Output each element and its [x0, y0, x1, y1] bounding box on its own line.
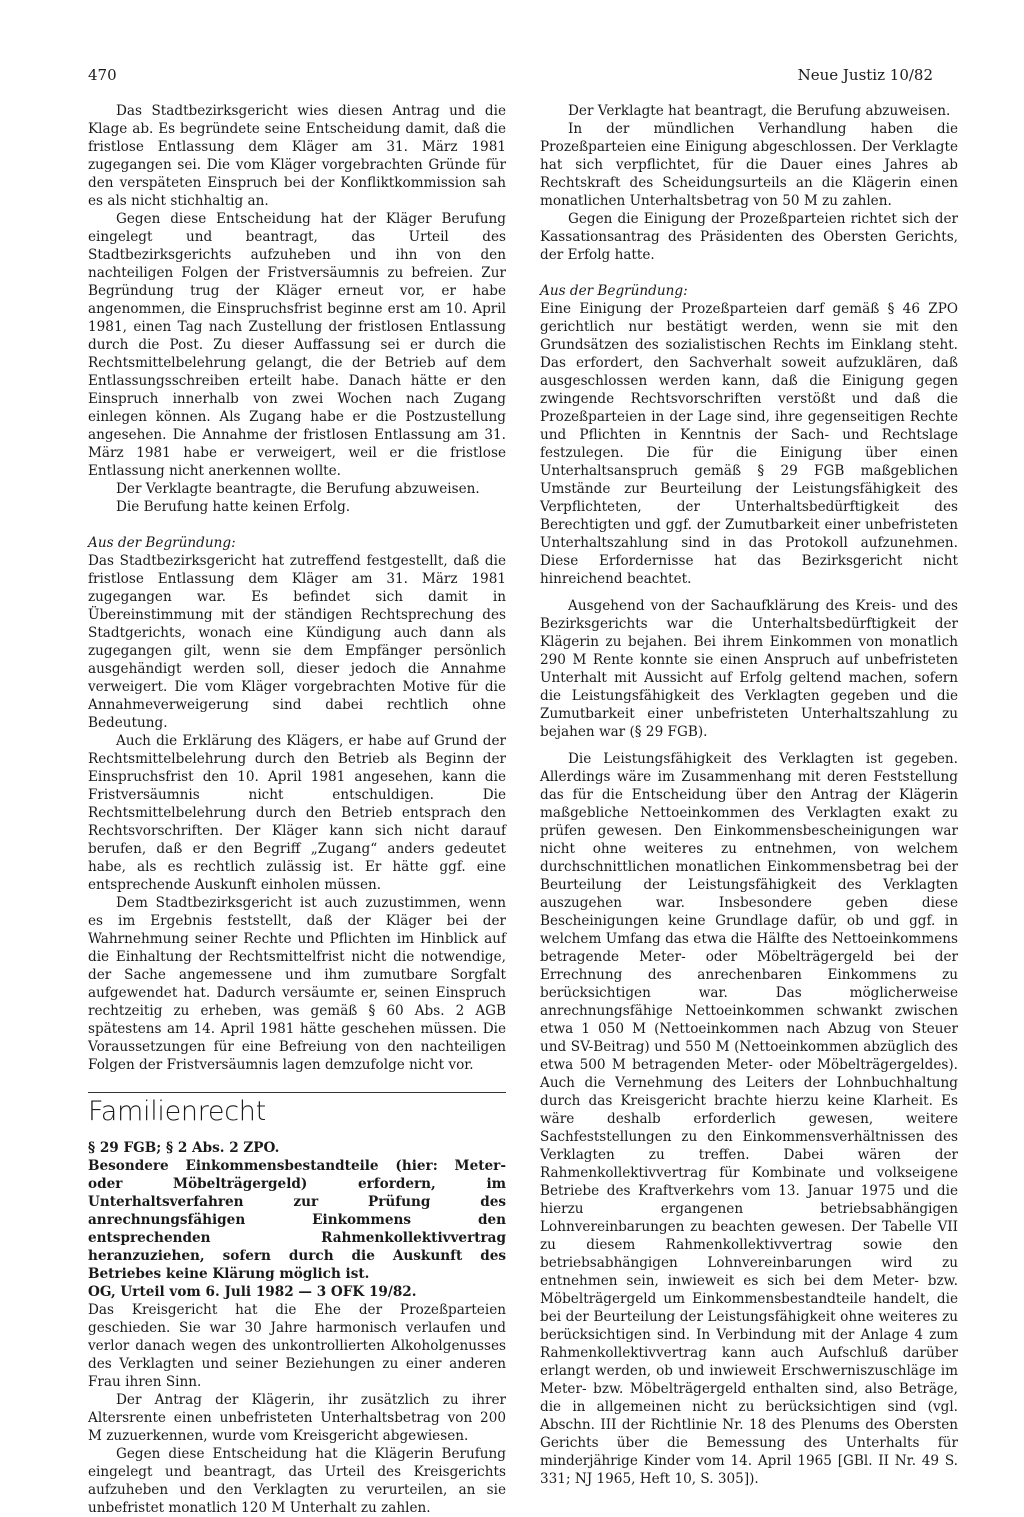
paragraph: In der mündlichen Verhandlung haben die Prozeßparteien eine Einigung abgeschlossen. Der Verklagte hat sich verpflichtet, für die Dauer eines Jahres ab Rechtskraft des Scheidungsurteils an die Klägerin einen monatlichen Unterhaltsbetrag von 50 M zu zahlen.	[540, 121, 958, 209]
paragraph: Dem Stadtbezirksgericht ist auch zuzustimmen, wenn es im Ergebnis feststellt, daß der Kläger bei der Wahrnehmung seiner Rechte und Pflichten im Hinblick auf die Einhaltung der Rechtsmittelfrist nicht die notwendige, der Sache angemessene und ihm zumutbare Sorgfalt aufgewendet hat. Dadurch versäumte er, seinen Einspruch rechtzeitig zu erheben, was gemäß § 60 Abs. 2 AGB spätestens am 14. April 1981 hätte geschehen müssen. Die Voraussetzungen für eine Befreiung von den nachteiligen Folgen der Fristversäumnis lagen demzufolge nicht vor.	[88, 895, 506, 1073]
paragraph: Gegen diese Entscheidung hat der Kläger Berufung eingelegt und beantragt, das Urteil des Stadtbezirksgerichts aufzuheben und ihn von den nachteiligen Folgen der Fristversäumnis zu befreien. Zur Begründung trug der Kläger erneut vor, er habe angenommen, die Einspruchsfrist beginne erst am 10. April 1981, einen Tag nach Zustellung der fristlosen Entlassung durch die Post. Zu dieser Auffassung sei er durch die Rechtsmittelbelehrung gelangt, die der Betrieb auf dem Entlassungsschreiben erteilt habe. Danach hätte er den Einspruch innerhalb von zwei Wochen nach Zugang einlegen können. Als Zugang habe er die Postzustellung angesehen. Die Annahme der fristlosen Entlassung am 31. März 1981 habe er verweigert, weil er die fristlose Entlassung nicht anerkennen wollte.	[88, 211, 506, 479]
paragraph: Das Stadtbezirksgericht hat zutreffend festgestellt, daß die fristlose Entlassung dem Kläger am 31. März 1981 zugegangen war. Es befindet sich damit in Übereinstimmung mit der ständigen Rechtsprechung des Stadtgerichts, wonach eine Kündigung auch dann als zugegangen gilt, wenn sie dem Empfänger persönlich ausgehändigt werden soll, dieser jedoch die Annahme verweigert. Die vom Kläger vorgebrachten Motive für die Annahmeverweigerung sind dabei rechtlich ohne Bedeutung.	[88, 553, 506, 731]
right-column	[540, 102, 958, 1488]
paragraph: Die Berufung hatte keinen Erfolg.	[116, 499, 351, 515]
subheading: Aus der Begründung:	[88, 535, 236, 551]
paragraph: Die Leistungsfähigkeit des Verklagten ist gegeben. Allerdings wäre im Zusammenhang mit deren Feststellung das für die Entscheidung über den Antrag der Klägerin maßgebliche Nettoeinkommen des Verklagten exakt zu prüfen gewesen. Den Einkommensbescheinigungen war nicht ohne weiteres zu entnehmen, von welchem durchschnittlichen monatlichen Einkommensbetrag bei der Beurteilung der Leistungsfähigkeit des Verklagten auszugehen war. Insbesondere geben diese Bescheinigungen keine Grundlage dafür, ob und ggf. in welchem Umfang das etwa die Hälfte des Nettoeinkommens betragende Meter- oder Möbelträgergeld bei der Errechnung des anrechenbaren Einkommens zu berücksichtigen war. Das möglicherweise anrechnungsfähige Nettoeinkommen schwankt zwischen etwa 1 050 M (Nettoeinkommen nach Abzug von Steuer und SV-Beitrag) und 550 M (Nettoeinkommen abzüglich des etwa 500 M betragenden Meter- oder Möbelträgergeldes). Auch die Vernehmung des Leiters der Lohnbuchhaltung durch das Kreisgericht brachte hierzu keine Klarheit. Es wäre deshalb erforderlich gewesen, weitere Sachfeststellungen zu den Einkommensverhältnissen des Verklagten zu treffen. Dabei wären der Rahmenkollektivvertrag für Kombinate und volkseigene Betriebe des Kraftverkehrs vom 13. Januar 1975 und die hierzu ergangenen betriebsabhängigen Lohnvereinbarungen zu beachten gewesen. Der Tabelle VII zu diesem Rahmenkollektivvertrag sowie den betriebsabhängigen Lohnvereinbarungen wird zu entnehmen sein, inwieweit es sich bei dem Meter- bzw. Möbelträgergeld um Einkommensbestandteile handelt, die bei der Beurteilung der Leistungsfähigkeit ohne weiteres zu berücksichtigen sind. In Verbindung mit der Anlage 4 zum Rahmenkollektivvertrag kann auch Aufschluß darüber erlangt werden, ob und inwieweit Erschwerniszuschläge im Meter- bzw. Möbelträgergeld enthalten sind, also Beträge, die in allgemeinen nicht zu berücksichtigen sind (vgl. Abschn. III der Richtlinie Nr. 18 des Plenums des Obersten Gerichts über die Bemessung des Unterhalts für minderjährige Kinder vom 14. April 1965 [GBl. II Nr. 49 S. 331; NJ 1965, Heft 10, S. 305]).	[540, 751, 958, 1487]
headnote: Besondere Einkommensbestandteile (hier: Meter- oder Möbelträgergeld) erfordern, im Unterhaltsverfahren zur Prüfung des anrechnungsfähigen Einkommens den entsprechenden Rahmenkollektivvertrag heranzuziehen, sofern durch die Auskunft des Betriebes keine Klärung möglich ist.	[88, 1158, 506, 1282]
case-citation: OG, Urteil vom 6. Juli 1982 — 3 OFK 19/82.	[88, 1284, 417, 1300]
section-divider	[88, 1092, 506, 1093]
page-header	[88, 66, 933, 90]
paragraph: Der Verklagte hat beantragt, die Berufung abzuweisen.	[568, 103, 951, 119]
left-column	[88, 102, 506, 1517]
paragraph: Auch die Erklärung des Klägers, er habe auf Grund der Rechtsmittelbelehrung durch den Betrieb als Beginn der Einspruchsfrist den 10. April 1981 angesehen, kann die Fristversäumnis nicht entschuldigen. Die Rechtsmittelbelehrung durch den Betrieb entsprach den Rechtsvorschriften. Der Kläger kann sich nicht darauf berufen, daß er den Begriff „Zugang“ anders gedeutet habe, als es rechtlich zulässig ist. Er hätte ggf. eine entsprechende Auskunft einholen müssen.	[88, 733, 506, 893]
law-reference: § 29 FGB; § 2 Abs. 2 ZPO.	[88, 1140, 280, 1156]
paragraph: Der Antrag der Klägerin, ihr zusätzlich zu ihrer Altersrente einen unbefristeten Unterhaltsbetrag von 200 M zuzuerkennen, wurde vom Kreisgericht abgewiesen.	[88, 1392, 506, 1444]
section-title: Familienrecht	[88, 1096, 266, 1127]
paragraph: Das Stadtbezirksgericht wies diesen Antrag und die Klage ab. Es begründete seine Entscheidung damit, daß die fristlose Entlassung dem Kläger am 31. März 1981 zugegangen sei. Die vom Kläger vorgebrachten Gründe für den verspäteten Einspruch bei der Konfliktkommission sah es als nicht stichhaltig an.	[88, 103, 506, 209]
paragraph: Gegen die Einigung der Prozeßparteien richtet sich der Kassationsantrag des Präsidenten des Obersten Gerichts, der Erfolg hatte.	[540, 211, 958, 263]
paragraph: Gegen diese Entscheidung hat die Klägerin Berufung eingelegt und beantragt, das Urteil des Kreisgerichts aufzuheben und den Verklagten zu verurteilen, an sie unbefristet monatlich 120 M Unterhalt zu zahlen.	[88, 1446, 506, 1516]
paragraph: Das Kreisgericht hat die Ehe der Prozeßparteien geschieden. Sie war 30 Jahre harmonisch verlaufen und verlor danach wegen des unkontrollierten Alkoholgenusses des Verklagten und seiner Beziehungen zu einer anderen Frau ihren Sinn.	[88, 1302, 506, 1390]
subheading: Aus der Begründung:	[540, 283, 688, 299]
journal-issue: Neue Justiz 10/82	[797, 66, 933, 84]
paragraph: Der Verklagte beantragte, die Berufung abzuweisen.	[116, 481, 480, 497]
paragraph: Eine Einigung der Prozeßparteien darf gemäß § 46 ZPO gerichtlich nur bestätigt werden, wenn sie mit den Grundsätzen des sozialistischen Rechts im Einklang steht. Das erfordert, den Sachverhalt soweit aufzuklären, daß ausgeschlossen werden kann, daß die Einigung gegen zwingende Rechtsvorschriften verstößt und daß die Prozeßparteien in der Lage sind, ihre gegenseitigen Rechte und Pflichten in Kenntnis der Sach- und Rechtslage festzulegen. Die für die Einigung über einen Unterhaltsanspruch gemäß § 29 FGB maßgeblichen Umstände zur Beurteilung der Leistungsfähigkeit des Verpflichteten, der Unterhaltsbedürftigkeit des Berechtigten und ggf. der Zumutbarkeit einer unbefristeten Unterhaltszahlung sind in das Protokoll aufzunehmen. Diese Erfordernisse hat das Bezirksgericht nicht hinreichend beachtet.	[540, 301, 958, 587]
paragraph: Ausgehend von der Sachaufklärung des Kreis- und des Bezirksgerichts war die Unterhaltsbedürftigkeit der Klägerin zu bejahen. Bei ihrem Einkommen von monatlich 290 M Rente konnte sie einen Anspruch auf unbefristeten Unterhalt mit Aussicht auf Erfolg geltend machen, sofern die Leistungsfähigkeit des Verklagten gegeben und die Zumutbarkeit einer unbefristeten Unterhaltszahlung zu bejahen war (§ 29 FGB).	[540, 598, 958, 740]
page-number: 470	[88, 66, 117, 84]
